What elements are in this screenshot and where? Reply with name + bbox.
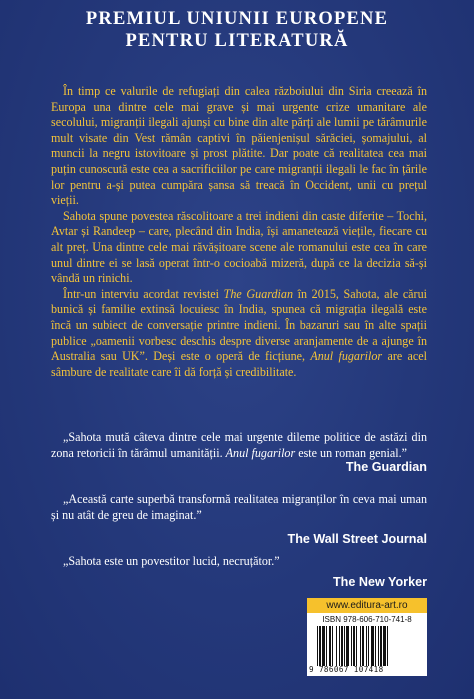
review-source: The Wall Street Journal xyxy=(287,532,427,547)
blurb-p3-magazine-title: The Guardian xyxy=(223,286,294,301)
review-source: The New Yorker xyxy=(332,574,427,589)
book-blurb xyxy=(51,84,427,380)
award-title-line-1: PREMIUL UNIUNII EUROPENE xyxy=(85,9,389,29)
blurb-p3-text-b: în 2015, Sahota, ale cărui bunică și familie extinsă locuiesc în India, spunea că migrația ilegală este încă un subiect de conversație printre indieni. În bazaruri sau în alte spații publice „oamenii vorbesc deschis despre diverse aranjamente de a ajunge în Australia sau UK”. Deși este o operă de ficțiune, xyxy=(51,286,427,364)
publisher-url[interactable]: www.editura-art.ro xyxy=(307,598,427,613)
blurb-p3-book-title: Anul fugarilor xyxy=(310,349,383,364)
review-quote-text: „Această carte superbă transformă realitatea migranților în ceva mai uman și nu atât de greu de imaginat.” xyxy=(51,492,427,522)
barcode-digits: 9 786067 107418 xyxy=(309,665,384,674)
barcode-image xyxy=(317,626,419,666)
review-source: The Guardian xyxy=(345,460,427,475)
review-quote-3 xyxy=(51,554,427,590)
blurb-paragraph-3 xyxy=(51,287,427,381)
review-quote-text xyxy=(51,430,427,461)
blurb-p3-text-c: are acel sâmbure de realitate care îi dă forță și credibilitate. xyxy=(51,349,427,379)
blurb-paragraph-2: Sahota spune povestea răscolitoare a trei indieni din caste diferite – Tochi, Avtar și Randeep – care, plecând din India, își amanetează viețile, fiecare cu alt preț. Una dintre cele mai răvășitoare scene ale romanului este cea în care unul dintre ei se lasă operat într-o cocioabă mizeră, după ce la decizia să-și vândă un rinichi. xyxy=(51,208,427,286)
review-quote-text: „Sahota este un povestitor lucid, necruțător.” xyxy=(63,554,280,568)
isbn-number: ISBN 978-606-710-741-8 xyxy=(322,615,412,624)
blurb-paragraph-1: În timp ce valurile de refugiați din calea războiului din Siria creează în Europa una dintre cele mai grave și mai urgente crize umanitare ale secolului, migranții ilegali ajunși cu bine din alte părți ale lumii pe tărâmurile mult visate din Vest rămân captivi în păienjenișul sărăciei, șomajului, al muncii la negru istovitoare și prost plătite. Dar poate că realitatea cea mai puțin cunoscută este cea a sacrificiilor pe care migranții ilegali le fac în țările lor pentru a-și putea cumpăra șansa să treacă în Occident, unii cu prețul vieții. xyxy=(51,84,427,208)
quote-1-text-b: este un roman genial.” xyxy=(295,445,408,460)
review-quote-2 xyxy=(51,492,427,548)
quote-1-book-title: Anul fugarilor xyxy=(225,445,296,460)
isbn-area xyxy=(307,613,427,676)
review-quote-1 xyxy=(51,430,427,476)
isbn-barcode-block xyxy=(307,598,427,676)
blurb-p3-text-a: Într-un interviu acordat revistei xyxy=(63,286,224,301)
quote-1-text-a: „Sahota mută câteva dintre cele mai urgente dileme politice de astăzi din zona retoricii în tărâmul umanității. xyxy=(51,430,427,460)
award-title-line-2: PENTRU LITERATURĂ xyxy=(125,31,349,51)
award-title xyxy=(0,8,474,52)
